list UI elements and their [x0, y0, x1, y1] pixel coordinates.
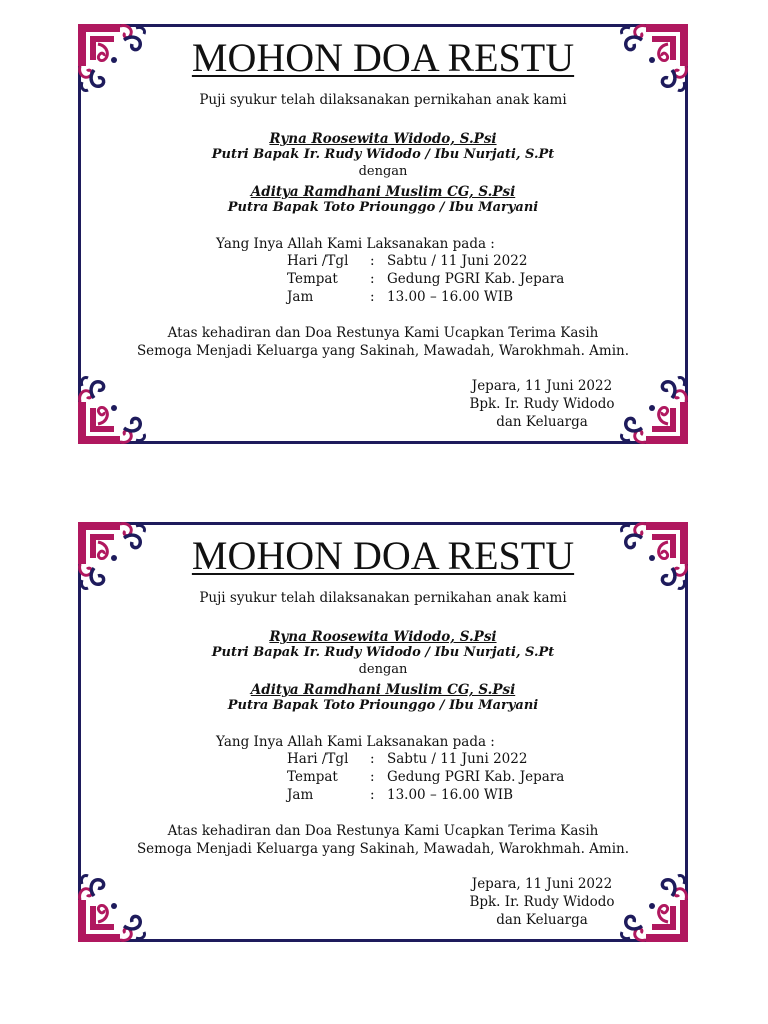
family-line: dan Keluarga	[496, 912, 588, 928]
schedule-value: 13.00 – 16.00 WIB	[387, 787, 514, 803]
schedule-label: Tempat	[287, 769, 338, 785]
signatory: Bpk. Ir. Rudy Widodo	[469, 396, 615, 412]
schedule-label: Tempat	[287, 271, 338, 287]
title-text: MOHON DOA RESTU	[191, 533, 575, 578]
thanks-text: Atas kehadiran dan Doa Restunya Kami Ucapkan Terima Kasih	[167, 823, 599, 839]
groom-name-line	[74, 181, 692, 200]
wish-text: Semoga Menjadi Keluarga yang Sakinah, Mawadah, Warokhmah. Amin.	[136, 343, 630, 359]
schedule-value: 13.00 – 16.00 WIB	[387, 289, 514, 305]
groom-parents: Putra Bapak Toto Priounggo / Ibu Maryani	[227, 200, 539, 215]
groom-name: Aditya Ramdhani Muslim CG, S.Psi	[250, 682, 516, 698]
card-title	[74, 532, 692, 580]
family-line: dan Keluarga	[496, 414, 588, 430]
conjunction: dengan	[358, 164, 408, 179]
title-text: MOHON DOA RESTU	[191, 35, 575, 80]
schedule-label: Jam	[287, 289, 314, 305]
card-title	[74, 34, 692, 82]
schedule-intro: Yang Inya Allah Kami Laksanakan pada :	[216, 236, 495, 252]
schedule-intro: Yang Inya Allah Kami Laksanakan pada :	[216, 734, 495, 750]
groom-parents: Putra Bapak Toto Priounggo / Ibu Maryani	[227, 698, 539, 713]
groom-name: Aditya Ramdhani Muslim CG, S.Psi	[250, 184, 516, 200]
bride-name: Ryna Roosewita Widodo, S.Psi	[269, 131, 497, 147]
groom-name-line	[74, 679, 692, 698]
schedule-separator: :	[370, 289, 375, 305]
schedule-value: Gedung PGRI Kab. Jepara	[387, 769, 565, 785]
bride-parents: Putri Bapak Ir. Rudy Widodo / Ibu Nurjati, S.Pt	[211, 147, 555, 162]
bride-name-line	[74, 128, 692, 147]
schedule-separator: :	[370, 751, 375, 767]
signatory: Bpk. Ir. Rudy Widodo	[469, 894, 615, 910]
invitation-card	[74, 518, 692, 946]
thanks-text: Atas kehadiran dan Doa Restunya Kami Ucapkan Terima Kasih	[167, 325, 599, 341]
schedule-separator: :	[370, 769, 375, 785]
schedule-value: Sabtu / 11 Juni 2022	[387, 253, 528, 269]
schedule-label: Jam	[287, 787, 314, 803]
conjunction: dengan	[358, 662, 408, 677]
schedule-label: Hari /Tgl	[287, 253, 349, 269]
schedule-separator: :	[370, 253, 375, 269]
card-content	[74, 518, 692, 946]
intro-text: Puji syukur telah dilaksanakan pernikahan anak kami	[199, 92, 567, 108]
schedule-separator: :	[370, 787, 375, 803]
place-date: Jepara, 11 Juni 2022	[471, 876, 613, 892]
card-content	[74, 20, 692, 448]
schedule-separator: :	[370, 271, 375, 287]
bride-name-line	[74, 626, 692, 645]
place-date: Jepara, 11 Juni 2022	[471, 378, 613, 394]
schedule-value: Gedung PGRI Kab. Jepara	[387, 271, 565, 287]
schedule-value: Sabtu / 11 Juni 2022	[387, 751, 528, 767]
bride-parents: Putri Bapak Ir. Rudy Widodo / Ibu Nurjati, S.Pt	[211, 645, 555, 660]
schedule-label: Hari /Tgl	[287, 751, 349, 767]
invitation-card	[74, 20, 692, 448]
wish-text: Semoga Menjadi Keluarga yang Sakinah, Mawadah, Warokhmah. Amin.	[136, 841, 630, 857]
bride-name: Ryna Roosewita Widodo, S.Psi	[269, 629, 497, 645]
intro-text: Puji syukur telah dilaksanakan pernikahan anak kami	[199, 590, 567, 606]
